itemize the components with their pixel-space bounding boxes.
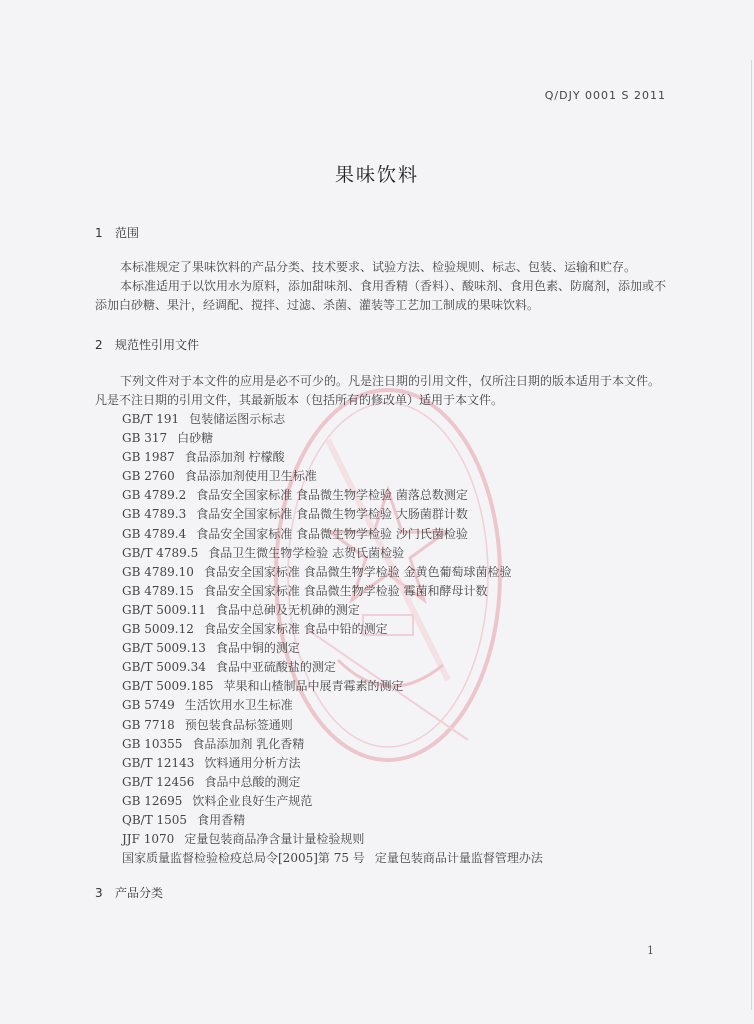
reference-code: GB 4789.15 [122,583,194,598]
reference-item [122,792,543,811]
reference-title: 食品添加剂使用卫生标准 [184,469,317,484]
reference-title: 饮料通用分析方法 [204,755,301,770]
section-1-para-2 [95,277,670,315]
reference-item [122,544,543,563]
reference-code: GB/T 5009.13 [122,641,206,656]
reference-title: 食品安全国家标准 食品微生物学检验 沙门氏菌检验 [196,526,468,541]
reference-item [122,658,543,677]
reference-code: GB 12695 [122,793,183,808]
section-2-title: 规范性引用文件 [115,338,200,352]
reference-item [122,696,543,715]
section-3-heading [95,884,163,901]
reference-code: GB 5009.12 [122,622,194,637]
section-3-title: 产品分类 [115,886,164,900]
reference-title: 食品中亚硫酸盐的测定 [215,660,336,675]
section-2-intro [95,372,670,410]
reference-title: 食品安全国家标准 食品微生物学检验 菌落总数测定 [196,488,468,503]
reference-title: 食品安全国家标准 食品微生物学检验 霉菌和酵母计数 [203,583,488,598]
section-1-para-2-text: 本标准适用于以饮用水为原料，添加甜味剂、食用香精（香料）、酸味剂、食用色素、防腐剂，添加或不添加白砂糖、果汁，经调配、搅拌、过滤、杀菌、灌装等工艺加工制成的果味饮料。 [95,279,667,312]
document-code: Q/DJY 0001 S 2011 [544,89,666,102]
reference-title: 食品添加剂 乳化香精 [192,736,305,751]
reference-item [122,525,543,544]
reference-title: 预包装食品标签通则 [184,717,293,732]
reference-item [122,410,543,429]
reference-item [122,811,543,830]
reference-item [122,467,543,486]
section-2-number: 2 [95,338,103,352]
reference-code: GB/T 5009.34 [122,660,206,675]
reference-item [122,429,543,448]
reference-item [122,830,543,849]
section-1-para-1 [95,258,670,277]
section-3-number: 3 [95,886,103,900]
reference-code: 国家质量监督检验检疫总局令[2005]第 75 号 [122,851,365,866]
reference-title: 定量包装商品计量监督管理办法 [374,851,543,866]
reference-title: 包装储运图示标志 [189,412,286,426]
reference-title: 食品安全国家标准 食品中铅的测定 [203,622,388,637]
reference-code: GB 5749 [122,698,175,713]
reference-code: JJF 1070 [122,832,175,847]
reference-code: GB/T 4789.5 [122,545,199,560]
reference-title: 苹果和山楂制品中展青霉素的测定 [223,679,404,694]
reference-title: 生活饮用水卫生标准 [184,698,293,713]
reference-item [122,486,543,505]
section-2-intro-text: 下列文件对于本文件的应用是必不可少的。凡是注日期的引用文件，仅所注日期的版本适用于本文件。凡是不注日期的引用文件，其最新版本（包括所有的修改单）适用于本文件。 [95,374,661,407]
reference-code: GB 4789.3 [122,507,187,522]
reference-item [122,735,543,754]
section-1-heading [95,224,139,241]
reference-code: GB/T 12456 [122,774,195,789]
reference-item [122,505,543,524]
reference-code: GB 1987 [122,450,175,465]
reference-code: GB 317 [122,431,168,446]
reference-code: QB/T 1505 [122,812,188,827]
reference-code: GB 7718 [122,717,175,732]
reference-code: GB 4789.4 [122,526,187,541]
reference-item [122,716,543,735]
reference-title: 食品卫生微生物学检验 志贺氏菌检验 [208,545,405,560]
reference-item [122,639,543,658]
reference-title: 食品中铜的测定 [215,641,300,656]
reference-title: 定量包装商品净含量计量检验规则 [184,832,365,847]
reference-item [122,563,543,582]
reference-code: GB/T 5009.185 [122,679,214,694]
reference-title: 食品中总砷及无机砷的测定 [215,602,360,617]
reference-item [122,773,543,792]
reference-title: 饮料企业良好生产规范 [192,793,313,808]
section-2-heading [95,336,199,353]
reference-code: GB 2760 [122,469,175,484]
reference-item [122,601,543,620]
scan-edge-line [751,60,752,1010]
reference-code: GB/T 191 [122,412,180,426]
reference-item [122,620,543,639]
reference-code: GB/T 12143 [122,755,195,770]
reference-title: 食品中总酸的测定 [204,774,301,789]
reference-item [122,849,543,868]
reference-code: GB 4789.2 [122,488,187,503]
reference-title: 白砂糖 [177,431,214,446]
reference-item [122,754,543,773]
reference-title: 食品添加剂 柠檬酸 [184,450,285,465]
section-1-para-1-text: 本标准规定了果味饮料的产品分类、技术要求、试验方法、检验规则、标志、包装、运输和贮存。 [120,260,637,274]
reference-item [122,448,543,467]
reference-title: 食品安全国家标准 食品微生物学检验 金黄色葡萄球菌检验 [203,564,512,579]
page-number: 1 [647,944,654,957]
page-title: 果味饮料 [334,164,419,186]
section-1-number: 1 [95,226,103,240]
reference-list [122,410,543,868]
reference-code: GB/T 5009.11 [122,602,206,617]
reference-title: 食品安全国家标准 食品微生物学检验 大肠菌群计数 [196,507,468,522]
reference-item [122,582,543,601]
reference-code: GB 4789.10 [122,564,194,579]
reference-code: GB 10355 [122,736,183,751]
section-1-title: 范围 [115,226,140,240]
reference-item [122,677,543,696]
reference-title: 食用香精 [197,812,246,827]
